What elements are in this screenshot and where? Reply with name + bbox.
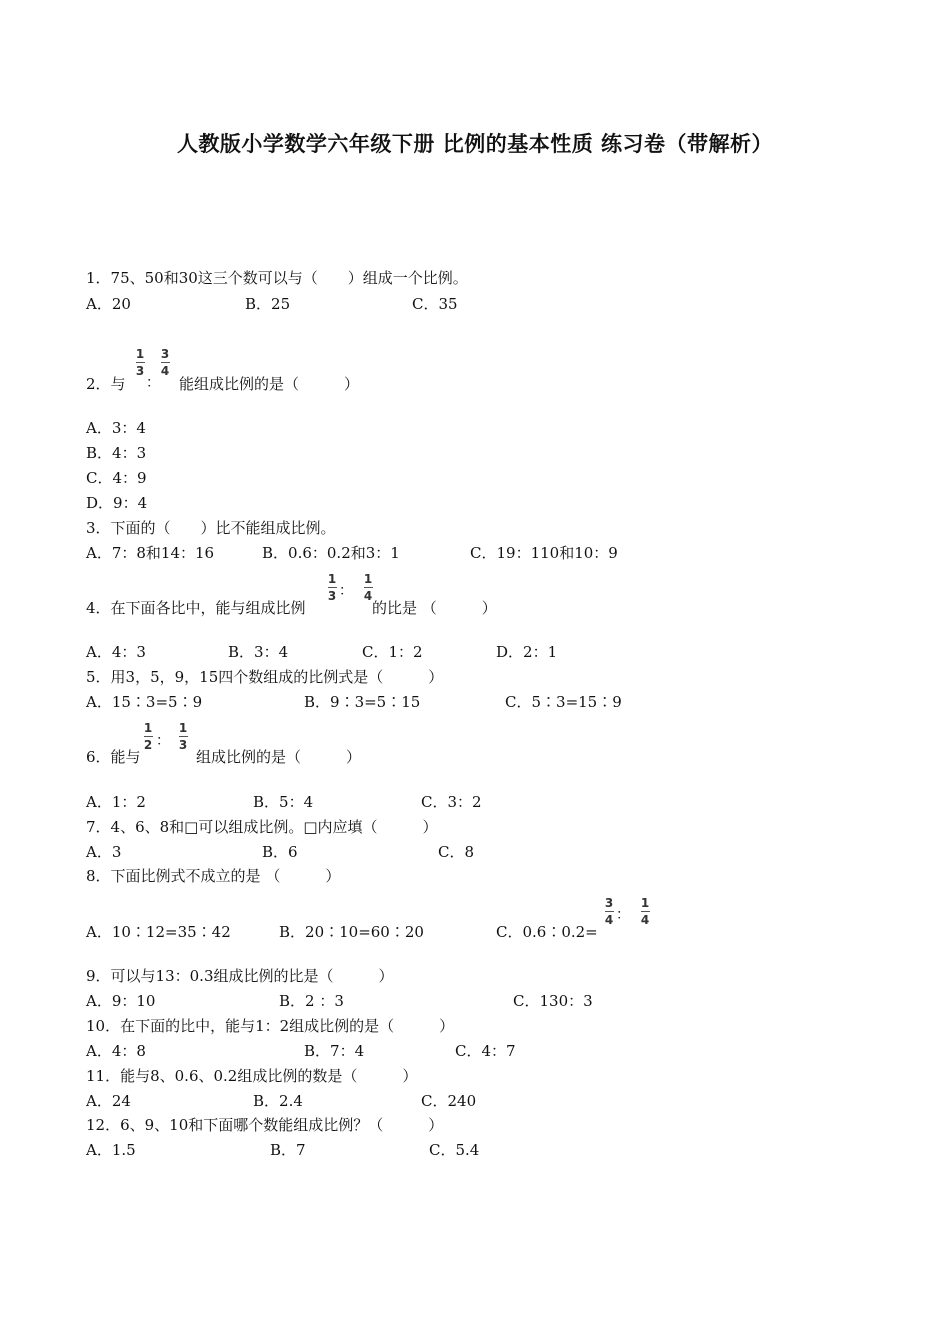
numerator: 1 [327,572,337,586]
ratio-colon: ： [156,733,170,749]
question-3-stem: 3．下面的（ ）比不能组成比例。 [86,519,336,537]
question-12-option-b: B．7 [270,1141,306,1159]
question-6-option-a: A．1：2 [86,793,146,811]
numerator: 3 [160,347,170,361]
denominator: 3 [327,589,337,603]
question-6-fraction-2 [178,722,188,751]
question-2-prefix: 2．与 [86,375,126,393]
question-8-option-c: C．0.6∶0.2= [496,923,598,941]
question-10-option-c: C．4：7 [455,1042,516,1060]
question-9-stem: 9．可以与13：0.3组成比例的比是（ ） [86,967,394,985]
question-2-stem: 能组成比例的是（ ） [179,375,360,393]
page-title: 人教版小学数学六年级下册 比例的基本性质 练习卷（带解析） [176,132,774,156]
question-2-fraction-1 [135,348,145,377]
question-4-option-a: A．4：3 [86,643,146,661]
question-9-option-b: B．2 ：3 [279,992,344,1010]
question-12-stem: 12．6、9、10和下面哪个数能组成比例？（ ） [86,1116,444,1134]
question-8-fraction-2 [640,897,650,926]
denominator: 3 [135,364,145,378]
question-4-option-d: D．2：1 [496,643,558,661]
question-6-prefix: 6．能与 [86,748,141,766]
question-5-option-b: B．9∶3=5∶15 [304,693,421,711]
question-4-prefix: 4．在下面各比中，能与组成比例 [86,599,306,617]
question-11-option-c: C．240 [421,1092,477,1110]
question-8-stem: 8．下面比例式不成立的是 （ ） [86,867,341,885]
question-4-option-b: B．3：4 [228,643,289,661]
denominator: 4 [363,589,373,603]
question-11-stem: 11．能与8、0.6、0.2组成比例的数是（ ） [86,1067,418,1085]
question-4-stem: 的比是 （ ） [372,599,497,617]
question-10-stem: 10．在下面的比中，能与1：2组成比例的是（ ） [86,1017,455,1035]
question-1-option-c: C．35 [412,295,458,313]
question-4-option-c: C．1：2 [362,643,423,661]
question-2-option-c: C．4：9 [86,469,147,487]
question-1-stem: 1．75、50和30这三个数可以与（ ）组成一个比例。 [86,269,468,287]
question-6-option-b: B．5：4 [253,793,314,811]
question-11-option-a: A．24 [86,1092,131,1110]
question-7-stem: 7．4、6、8和□可以组成比例。□内应填（ ） [86,818,438,836]
question-1-option-a: A．20 [86,295,131,313]
question-3-option-b: B．0.6：0.2和3：1 [262,544,400,562]
numerator: 1 [143,721,153,735]
denominator: 3 [178,738,188,752]
question-2-option-d: D．9：4 [86,494,148,512]
denominator: 4 [604,913,614,927]
question-3-option-a: A．7：8和14：16 [86,544,215,562]
numerator: 3 [604,896,614,910]
question-6-fraction-1 [143,722,153,751]
ratio-colon: ： [616,907,630,923]
question-9-option-a: A．9：10 [86,992,156,1010]
question-12-option-a: A．1.5 [86,1141,136,1159]
question-9-option-c: C．130：3 [513,992,593,1010]
question-4-fraction-1 [327,573,337,602]
numerator: 1 [640,896,650,910]
question-10-option-a: A．4：8 [86,1042,146,1060]
question-5-option-c: C．5∶3=15∶9 [505,693,622,711]
question-2-option-b: B．4：3 [86,444,147,462]
ratio-colon: ： [146,375,160,391]
question-5-stem: 5．用3，5，9，15四个数组成的比例式是（ ） [86,668,444,686]
numerator: 1 [135,347,145,361]
question-11-option-b: B．2.4 [253,1092,303,1110]
question-5-option-a: A．15∶3=5∶9 [86,693,203,711]
question-7-option-c: C．8 [438,843,475,861]
question-6-stem: 组成比例的是（ ） [196,748,362,766]
question-7-option-b: B．6 [262,843,298,861]
ratio-colon: ： [339,583,353,599]
numerator: 1 [363,572,373,586]
question-12-option-c: C．5.4 [429,1141,480,1159]
question-3-option-c: C．19：110和10：9 [470,544,618,562]
numerator: 1 [178,721,188,735]
question-2-option-a: A．3：4 [86,419,146,437]
question-8-fraction-1 [604,897,614,926]
question-8-option-a: A．10∶12=35∶42 [86,923,231,941]
question-2-fraction-2 [160,348,170,377]
question-10-option-b: B．7：4 [304,1042,365,1060]
denominator: 4 [640,913,650,927]
denominator: 2 [143,738,153,752]
question-1-option-b: B．25 [245,295,291,313]
question-8-option-b: B．20∶10=60∶20 [279,923,424,941]
question-6-option-c: C．3：2 [421,793,482,811]
question-7-option-a: A．3 [86,843,122,861]
denominator: 4 [160,364,170,378]
